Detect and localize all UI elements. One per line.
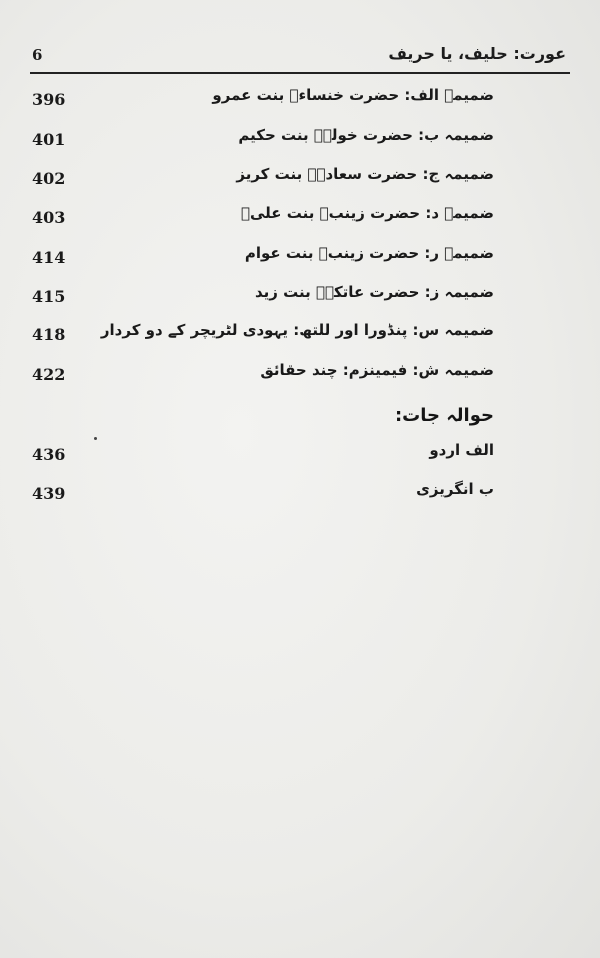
toc-entry xyxy=(30,86,494,116)
reference-page-number: 436 xyxy=(32,445,66,464)
running-title: عورت: حلیف، یا حریف xyxy=(388,44,566,63)
page-number: 6 xyxy=(32,46,43,64)
toc-entry xyxy=(30,204,494,234)
toc-entry xyxy=(30,244,494,274)
toc-page-number: 415 xyxy=(32,287,66,306)
print-speck xyxy=(94,437,97,440)
toc-title: ضمیمہ ج: حضرت سعادہؓ بنت کریز xyxy=(236,165,494,183)
toc-page-number: 414 xyxy=(32,248,66,267)
toc-title: ضمیمہ د: حضرت زینبؓ بنت علیؓ xyxy=(241,204,494,222)
toc-page-number: 402 xyxy=(32,169,66,188)
toc-page-number: 422 xyxy=(32,365,66,384)
reference-title: ب انگریزی xyxy=(416,480,494,498)
toc-page-number: 396 xyxy=(32,90,66,109)
toc-title: ضمیمہ ز: حضرت عاتکہؓ بنت زید xyxy=(254,283,494,301)
toc-page-number: 418 xyxy=(32,325,66,344)
toc-title: ضمیمہ ر: حضرت زینبؓ بنت عوام xyxy=(244,244,494,262)
toc-entry xyxy=(30,126,494,156)
toc-page-number: 401 xyxy=(32,130,66,149)
toc-title: ضمیمہ الف: حضرت خنساءؓ بنت عمرو xyxy=(212,86,494,104)
reference-entry xyxy=(30,480,494,510)
reference-title: الف اردو xyxy=(429,441,494,459)
reference-entry xyxy=(30,441,494,471)
reference-page-number: 439 xyxy=(32,484,66,503)
toc-entry xyxy=(30,283,494,313)
toc-title: ضمیمہ س: پنڈورا اور للتھ: یہودی لٹریچر کے دو کردار xyxy=(100,321,494,339)
header-rule xyxy=(30,72,570,74)
page-header xyxy=(30,40,568,72)
toc-title: ضمیمہ ب: حضرت خولہؓ بنت حکیم xyxy=(238,126,494,144)
toc-page-number: 403 xyxy=(32,208,66,227)
toc-entry xyxy=(30,321,494,351)
toc-entry xyxy=(30,165,494,195)
references-heading: حوالہ جات: xyxy=(394,405,494,426)
toc-title: ضمیمہ ش: فیمینزم: چند حقائق xyxy=(260,361,494,379)
toc-entry xyxy=(30,361,494,391)
